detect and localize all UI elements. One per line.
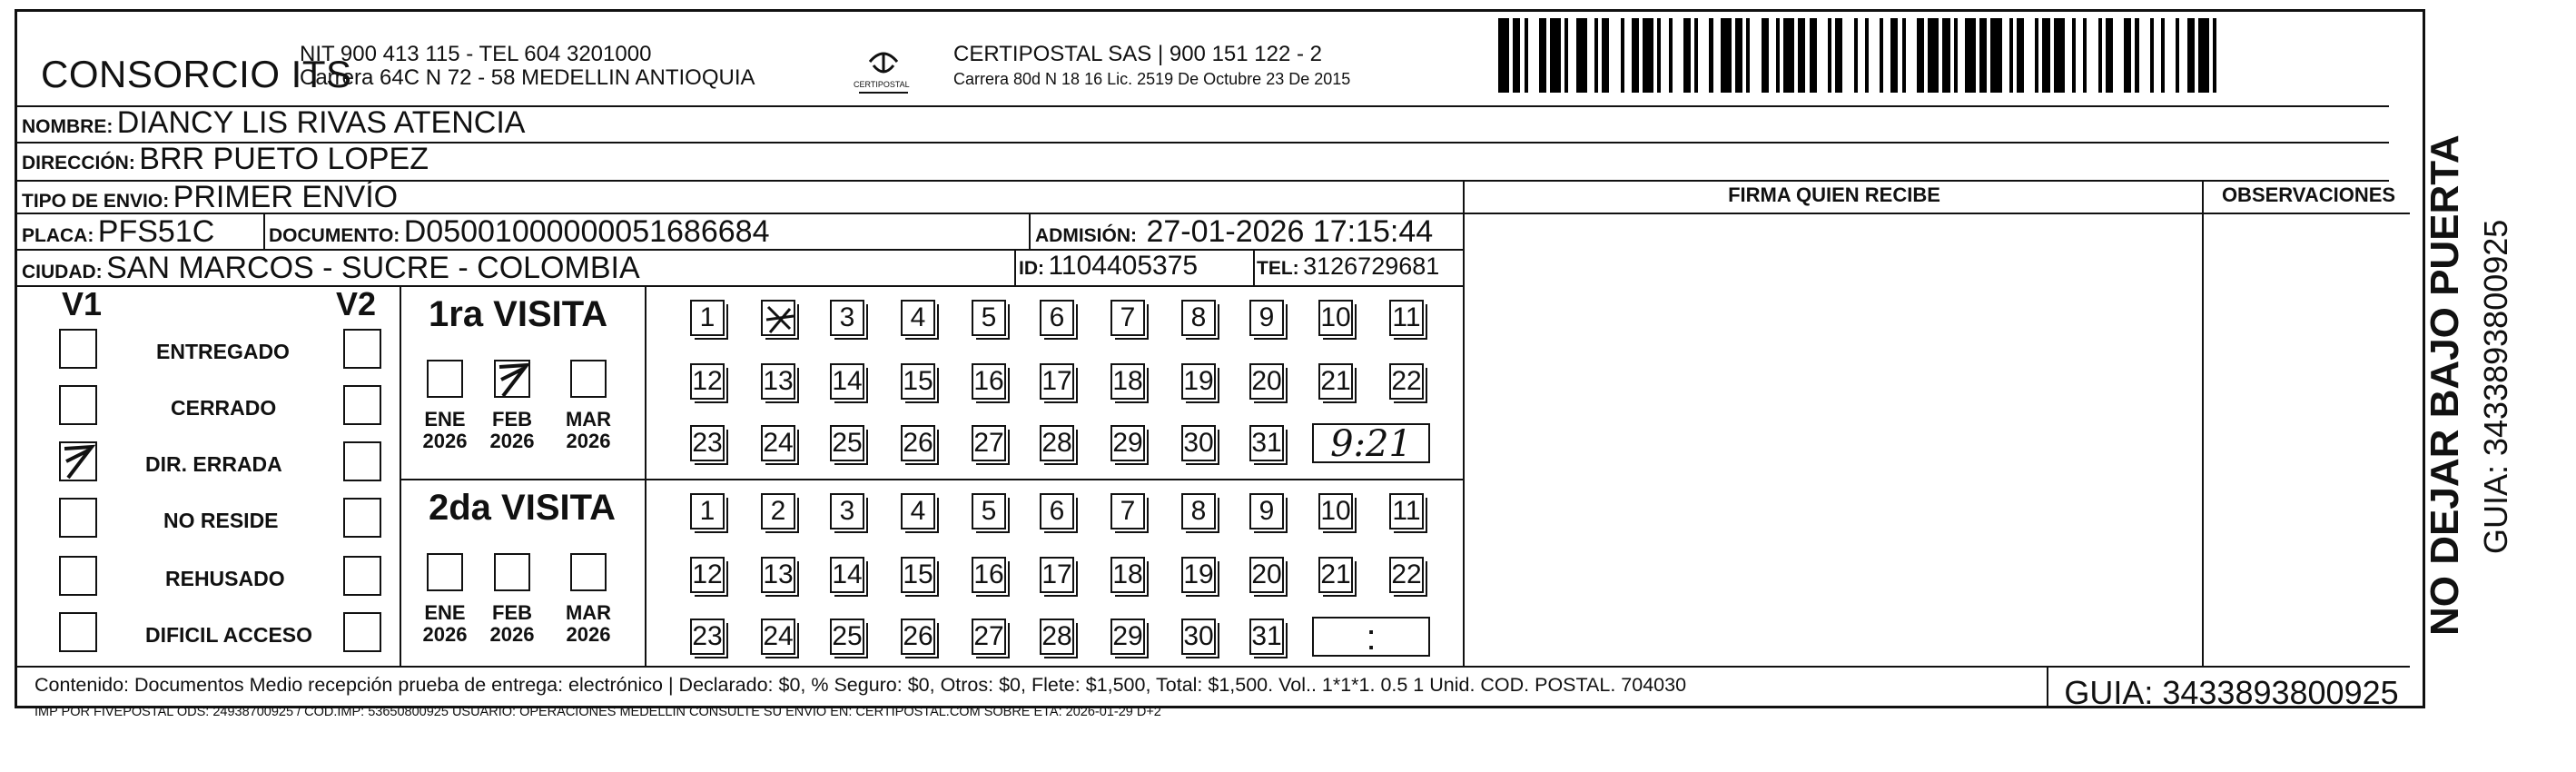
day-box-18[interactable] [1110, 557, 1145, 593]
day-box-26[interactable] [901, 619, 935, 655]
barcode-gap [1587, 18, 1594, 93]
tipo-envio-field [22, 180, 398, 215]
column-divider [1253, 249, 1255, 285]
column-divider [645, 285, 646, 666]
day-number: 11 [1392, 302, 1421, 332]
day-number: 18 [1112, 366, 1143, 396]
day-box-5[interactable] [972, 300, 1006, 336]
barcode-gap [2216, 18, 2224, 93]
barcode-bar [1576, 18, 1587, 93]
time-field[interactable] [1312, 423, 1430, 463]
firma-header: FIRMA QUIEN RECIBE [1728, 183, 1940, 206]
day-box-11[interactable] [1389, 493, 1424, 530]
day-mark-icon [763, 302, 797, 338]
barcode-bar [2124, 18, 2131, 93]
column-divider [2047, 666, 2048, 708]
day-number: 7 [1120, 496, 1136, 526]
documento-value: D05001000000051686684 [403, 214, 770, 249]
time-value: 9:21 [1330, 423, 1412, 465]
barcode-gap [1883, 18, 1890, 93]
time-value: : [1366, 618, 1377, 658]
v1-checkbox-dificil-acceso[interactable] [59, 612, 97, 652]
day-number: 13 [763, 366, 794, 396]
day-number: 29 [1112, 428, 1143, 458]
v2-checkbox-dir-errada[interactable] [343, 441, 381, 481]
day-box-13[interactable] [761, 363, 795, 400]
barcode-bar [1683, 18, 1691, 93]
day-box-16[interactable] [972, 363, 1006, 400]
day-number: 17 [1041, 366, 1072, 396]
row-divider [17, 285, 1463, 287]
day-number: 12 [692, 559, 723, 589]
day-number: 10 [1320, 302, 1351, 332]
month-checkbox-mar[interactable] [570, 553, 607, 591]
column-divider [1014, 249, 1016, 285]
nombre-value: DIANCY LIS RIVAS ATENCIA [116, 105, 526, 140]
day-box-15[interactable] [901, 557, 935, 593]
month-year: 2026 [566, 623, 611, 646]
status-label: DIR. ERRADA [145, 452, 282, 476]
placa-label: PLACA: [22, 225, 94, 246]
day-box-16[interactable] [972, 557, 1006, 593]
day-box-23[interactable] [690, 619, 725, 655]
barcode-bar [1917, 18, 1924, 93]
v2-checkbox-entregado[interactable] [343, 329, 381, 369]
month-label [485, 602, 539, 646]
row-divider [17, 666, 2410, 668]
day-box-2[interactable] [761, 493, 795, 530]
day-number: 27 [973, 428, 1004, 458]
barcode-bar [2042, 18, 2049, 93]
documento-label: DOCUMENTO: [269, 225, 400, 246]
direccion-field [22, 142, 429, 177]
footer-imp: IMP POR FIVEPOSTAL ODS: 24938700925 / COD.IMP: 53650800925 USUARIO: OPERACIONES MEDELLIN CONSULTE SU ENVIO EN: CERTIPOSTAL.COM SOBRE ETA: 2026-01-29 D+2 [35, 705, 1161, 719]
status-label: REHUSADO [165, 567, 285, 590]
day-box-21[interactable] [1318, 557, 1353, 593]
month-year: 2026 [422, 430, 468, 452]
day-box-1[interactable] [690, 300, 725, 336]
month-checkbox-feb[interactable] [494, 553, 530, 591]
barcode-gap [1698, 18, 1709, 93]
month-label [418, 602, 472, 646]
day-number: 26 [903, 428, 933, 458]
barcode-gap [2113, 18, 2124, 93]
day-box-30[interactable] [1181, 425, 1216, 461]
month-year: 2026 [566, 430, 611, 452]
barcode-gap [2065, 18, 2072, 93]
column-divider [263, 213, 265, 249]
day-number: 5 [981, 496, 997, 526]
day-number: 13 [763, 559, 794, 589]
day-number: 11 [1392, 496, 1421, 526]
barcode-gap [1713, 18, 1721, 93]
month-name: FEB [492, 601, 532, 624]
barcode-gap [2002, 18, 2009, 93]
day-number: 29 [1112, 621, 1143, 651]
day-number: 21 [1320, 366, 1351, 396]
day-box-19[interactable] [1181, 557, 1216, 593]
barcode-bar [1550, 18, 1561, 93]
day-number: 31 [1251, 621, 1282, 651]
v1-checkbox-rehusado[interactable] [59, 556, 97, 596]
barcode-bar [1965, 18, 1976, 93]
barcode-gap [1769, 18, 1776, 93]
barcode-bar [1890, 18, 1898, 93]
barcode-gap [1869, 18, 1880, 93]
day-box-30[interactable] [1181, 619, 1216, 655]
day-number: 6 [1049, 302, 1065, 332]
column-divider [400, 285, 401, 666]
day-number: 14 [832, 559, 863, 589]
month-name: ENE [424, 601, 466, 624]
company-address: Carrera 64C N 72 - 58 MEDELLIN ANTIOQUIA [300, 65, 755, 90]
barcode-gap [1609, 18, 1620, 93]
day-box-31[interactable] [1249, 425, 1284, 461]
day-number: 21 [1320, 559, 1351, 589]
logo-text: CERTIPOSTAL [854, 80, 910, 89]
day-number: 20 [1251, 366, 1282, 396]
day-number: 19 [1183, 366, 1214, 396]
month-label [561, 409, 616, 452]
v2-header: V2 [336, 285, 377, 322]
observaciones-header: OBSERVACIONES [2221, 183, 2396, 206]
day-number: 18 [1112, 559, 1143, 589]
barcode-gap [1906, 18, 1917, 93]
day-box-17[interactable] [1040, 363, 1074, 400]
barcode-gap [1858, 18, 1865, 93]
day-box-29[interactable] [1110, 425, 1145, 461]
tipo-envio-value: PRIMER ENVÍO [173, 180, 399, 214]
day-box-1[interactable] [690, 493, 725, 530]
admision-label: ADMISIÓN: [1035, 225, 1137, 246]
ciudad-field [22, 251, 640, 286]
barcode-bar [1835, 18, 1842, 93]
day-box-27[interactable] [972, 425, 1006, 461]
admision-value: 27-01-2026 17:15:44 [1146, 214, 1434, 249]
column-divider [1029, 213, 1031, 249]
side-notice: NO DEJAR BAJO PUERTA [2423, 134, 2467, 636]
day-box-11[interactable] [1389, 300, 1424, 336]
v2-checkbox-dificil-acceso[interactable] [343, 612, 381, 652]
day-box-23[interactable] [690, 425, 725, 461]
day-box-22[interactable] [1389, 557, 1424, 593]
day-number: 15 [903, 366, 933, 396]
day-box-2[interactable] [761, 300, 795, 336]
day-number: 15 [903, 559, 933, 589]
day-number: 30 [1183, 428, 1214, 458]
day-box-28[interactable] [1040, 619, 1074, 655]
month-name: MAR [565, 408, 612, 431]
v2-checkbox-no-reside[interactable] [343, 498, 381, 538]
v2-checkbox-rehusado[interactable] [343, 556, 381, 596]
day-box-14[interactable] [830, 557, 864, 593]
company-nit: NIT 900 413 115 - TEL 604 3201000 [300, 42, 652, 66]
v1-checkbox-no-reside[interactable] [59, 498, 97, 538]
barcode-bar [2054, 18, 2065, 93]
day-box-6[interactable] [1040, 493, 1074, 530]
id-value: 1104405375 [1048, 251, 1199, 281]
day-box-27[interactable] [972, 619, 1006, 655]
day-box-21[interactable] [1318, 363, 1353, 400]
month-name: MAR [565, 601, 612, 624]
v1-header: V1 [62, 285, 103, 322]
time-field[interactable] [1312, 617, 1430, 657]
carrier-address: Carrera 80d N 18 16 Lic. 2519 De Octubre 23 De 2015 [953, 70, 1351, 88]
day-box-13[interactable] [761, 557, 795, 593]
barcode-bar [1602, 18, 1609, 93]
day-number: 5 [981, 302, 997, 332]
v2-checkbox-cerrado[interactable] [343, 385, 381, 425]
row-divider [400, 479, 1463, 480]
day-box-25[interactable] [830, 425, 864, 461]
carrier-name: CERTIPOSTAL SAS | 900 151 122 - 2 [953, 42, 1322, 66]
day-box-6[interactable] [1040, 300, 1074, 336]
barcode-bar [1783, 18, 1794, 93]
month-checkbox-ene[interactable] [427, 553, 463, 591]
barcode-gap [2087, 18, 2097, 93]
barcode-bar [1798, 18, 1805, 93]
day-box-19[interactable] [1181, 363, 1216, 400]
day-number: 27 [973, 621, 1004, 651]
month-year: 2026 [489, 430, 535, 452]
day-box-4[interactable] [901, 493, 935, 530]
day-box-8[interactable] [1181, 300, 1216, 336]
placa-field [22, 214, 214, 250]
day-number: 28 [1041, 621, 1072, 651]
day-box-17[interactable] [1040, 557, 1074, 593]
barcode-gap [1528, 18, 1539, 93]
barcode-bar [1928, 18, 1939, 93]
id-label: ID: [1019, 258, 1044, 279]
day-box-20[interactable] [1249, 557, 1284, 593]
day-number: 9 [1258, 302, 1275, 332]
month-checkbox-feb[interactable] [494, 360, 530, 398]
barcode-bar [1762, 18, 1769, 93]
day-box-8[interactable] [1181, 493, 1216, 530]
day-number: 26 [903, 621, 933, 651]
barcode-gap [1750, 18, 1761, 93]
tel-value: 3126729681 [1303, 252, 1440, 280]
barcode-bar [1979, 18, 1987, 93]
day-box-7[interactable] [1110, 493, 1145, 530]
day-number: 16 [973, 559, 1004, 589]
tel-field [1257, 252, 1439, 281]
direccion-value: BRR PUETO LOPEZ [139, 142, 429, 176]
check-mark-icon [496, 361, 532, 400]
barcode-gap [2139, 18, 2150, 93]
barcode-gap [1958, 18, 1965, 93]
day-number: 23 [692, 428, 723, 458]
day-number: 3 [839, 496, 855, 526]
side-guia: GUIA: 3433893800925 [2477, 219, 2514, 554]
day-number: 28 [1041, 428, 1072, 458]
barcode-gap [1624, 18, 1632, 93]
day-box-31[interactable] [1249, 619, 1284, 655]
barcode-bar [1721, 18, 1732, 93]
footer-contenido: Contenido: Documentos Medio recepción prueba de entrega: electrónico | Declarado: $0, % Seguro: $0, Otros: $0, Flete: $1,500, Total: $1,500. Vol.. 1*1*1. 0.5 1 Unid. COD. POSTAL. 704030 [35, 674, 1687, 696]
day-box-22[interactable] [1389, 363, 1424, 400]
month-year: 2026 [489, 623, 535, 646]
day-box-15[interactable] [901, 363, 935, 400]
day-box-14[interactable] [830, 363, 864, 400]
day-number: 31 [1251, 428, 1282, 458]
status-label: ENTREGADO [156, 340, 290, 363]
day-number: 1 [699, 496, 716, 526]
v1-checkbox-cerrado[interactable] [59, 385, 97, 425]
day-box-3[interactable] [830, 493, 864, 530]
month-label [485, 409, 539, 452]
barcode-bar [1942, 18, 1949, 93]
day-box-18[interactable] [1110, 363, 1145, 400]
month-checkbox-mar[interactable] [570, 360, 607, 398]
day-box-3[interactable] [830, 300, 864, 336]
day-box-24[interactable] [761, 425, 795, 461]
status-label: CERRADO [171, 396, 277, 420]
barcode-bar [1735, 18, 1742, 93]
check-mark-icon [61, 443, 97, 481]
day-box-10[interactable] [1318, 493, 1353, 530]
day-number: 30 [1183, 621, 1214, 651]
barcode-bar [2198, 18, 2209, 93]
day-number: 24 [763, 621, 794, 651]
barcode-gap [2024, 18, 2035, 93]
barcode-gap [2165, 18, 2176, 93]
nombre-label: NOMBRE: [22, 116, 114, 137]
v1-checkbox-dir-errada[interactable] [59, 441, 97, 481]
day-box-12[interactable] [690, 557, 725, 593]
barcode-gap [2179, 18, 2186, 93]
tel-label: TEL: [1257, 258, 1299, 279]
day-number: 10 [1320, 496, 1351, 526]
v1-checkbox-entregado[interactable] [59, 329, 97, 369]
barcode-gap [1817, 18, 1828, 93]
day-box-5[interactable] [972, 493, 1006, 530]
day-number: 23 [692, 621, 723, 651]
documento-field [269, 214, 769, 250]
status-label: DIFICIL ACCESO [145, 623, 313, 647]
month-label [418, 409, 472, 452]
day-number: 12 [692, 366, 723, 396]
month-year: 2026 [422, 623, 468, 646]
day-box-7[interactable] [1110, 300, 1145, 336]
month-name: FEB [492, 408, 532, 431]
day-number: 9 [1258, 496, 1275, 526]
barcode-gap [1661, 18, 1668, 93]
day-number: 25 [832, 621, 863, 651]
placa-value: PFS51C [97, 214, 215, 249]
nombre-field [22, 105, 525, 141]
certipostal-logo [854, 35, 910, 102]
day-number: 8 [1190, 496, 1207, 526]
day-number: 24 [763, 428, 794, 458]
day-number: 3 [839, 302, 855, 332]
day-box-29[interactable] [1110, 619, 1145, 655]
column-divider [1463, 180, 1465, 666]
day-number: 6 [1049, 496, 1065, 526]
barcode-bar [1643, 18, 1653, 93]
visit-title: 1ra VISITA [429, 294, 608, 334]
day-number: 22 [1391, 366, 1422, 396]
day-number: 8 [1190, 302, 1207, 332]
barcode-gap [2076, 18, 2083, 93]
barcode-bar [1810, 18, 1817, 93]
barcode-bar [1498, 18, 1509, 93]
id-field [1019, 251, 1198, 282]
column-divider [2202, 180, 2204, 666]
visit-title: 2da VISITA [429, 488, 616, 528]
barcode-bar [1632, 18, 1639, 93]
day-box-10[interactable] [1318, 300, 1353, 336]
direccion-label: DIRECCIÓN: [22, 153, 135, 173]
day-number: 17 [1041, 559, 1072, 589]
barcode-bar [2187, 18, 2195, 93]
day-box-24[interactable] [761, 619, 795, 655]
day-box-20[interactable] [1249, 363, 1284, 400]
admision-field [1035, 214, 1433, 250]
ciudad-value: SAN MARCOS - SUCRE - COLOMBIA [106, 251, 640, 285]
barcode-gap [1568, 18, 1575, 93]
barcode-bar [1990, 18, 2001, 93]
day-box-28[interactable] [1040, 425, 1074, 461]
day-number: 14 [832, 366, 863, 396]
ciudad-label: CIUDAD: [22, 262, 103, 282]
barcode [1498, 18, 2225, 93]
day-box-9[interactable] [1249, 300, 1284, 336]
day-box-9[interactable] [1249, 493, 1284, 530]
barcode-gap [1842, 18, 1853, 93]
status-label: NO RESIDE [163, 509, 279, 532]
day-box-4[interactable] [901, 300, 935, 336]
barcode-gap [2154, 18, 2161, 93]
footer-guia: GUIA: 3433893800925 [2064, 674, 2399, 711]
day-box-26[interactable] [901, 425, 935, 461]
barcode-bar [1513, 18, 1520, 93]
day-number: 25 [832, 428, 863, 458]
month-name: ENE [424, 408, 466, 431]
day-number: 2 [770, 496, 786, 526]
day-number: 1 [699, 302, 716, 332]
day-number: 4 [910, 302, 926, 332]
day-number: 16 [973, 366, 1004, 396]
month-label [561, 602, 616, 646]
day-box-12[interactable] [690, 363, 725, 400]
company-name: CONSORCIO ITS [41, 53, 352, 95]
day-number: 7 [1120, 302, 1136, 332]
day-number: 4 [910, 496, 926, 526]
month-checkbox-ene[interactable] [427, 360, 463, 398]
barcode-bar [1539, 18, 1546, 93]
tipo-envio-label: TIPO DE ENVIO: [22, 191, 170, 212]
barcode-gap [1673, 18, 1683, 93]
day-number: 19 [1183, 559, 1214, 589]
barcode-bar [2017, 18, 2024, 93]
barcode-bar [2106, 18, 2113, 93]
day-box-25[interactable] [830, 619, 864, 655]
day-number: 22 [1391, 559, 1422, 589]
day-number: 20 [1251, 559, 1282, 589]
